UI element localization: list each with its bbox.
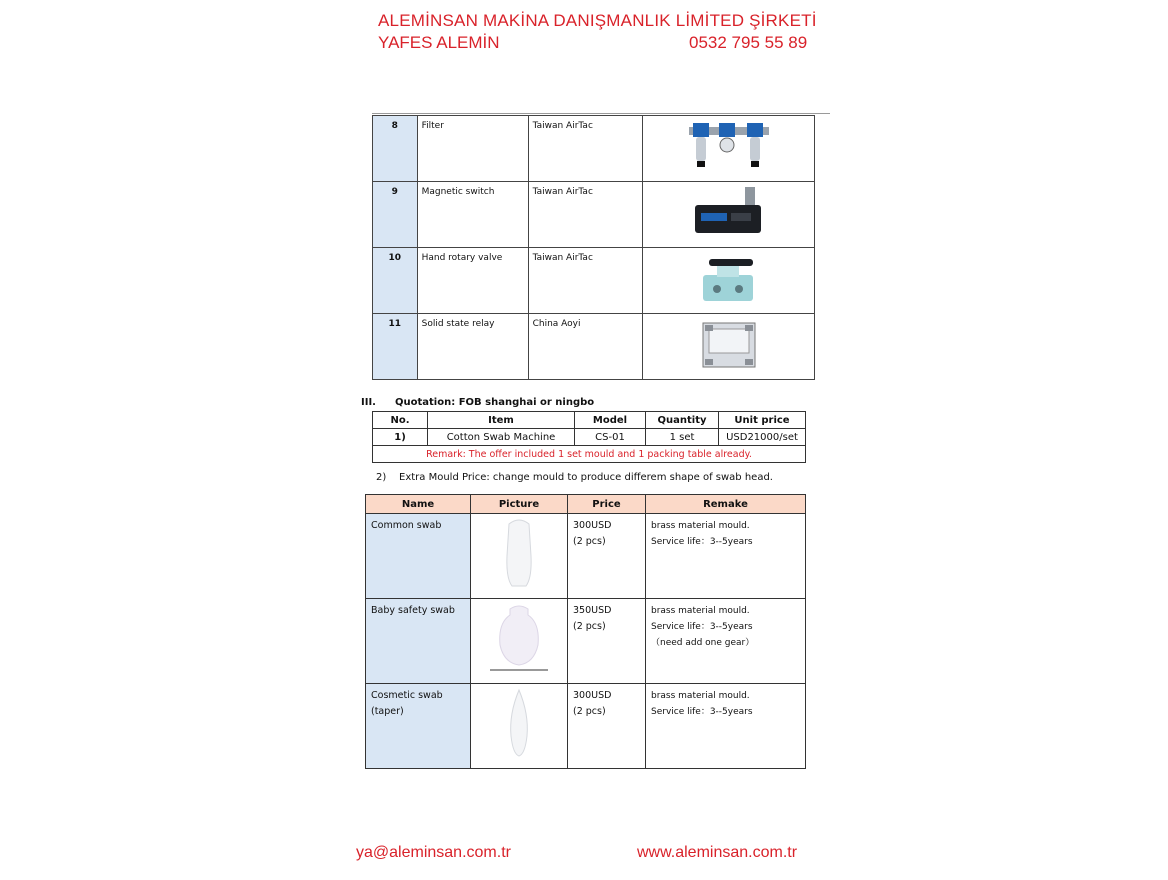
remark-service-life: Service life：3--5years — [651, 537, 753, 547]
part-name: Magnetic switch — [417, 182, 528, 248]
footer-website[interactable]: www.aleminsan.com.tr — [637, 844, 798, 861]
quote-unit-price: USD21000/set — [719, 429, 806, 446]
mould-price — [568, 599, 646, 684]
quote-item: Cotton Swab Machine — [428, 429, 575, 446]
air-filter-unit-icon — [687, 119, 771, 175]
part-picture — [643, 248, 815, 314]
mould-price — [568, 684, 646, 769]
table-row — [373, 314, 815, 380]
quote-remark: Remark: The offer included 1 set mould and 1 packing table already. — [373, 446, 806, 463]
part-number: 9 — [373, 182, 418, 248]
part-brand: Taiwan AirTac — [528, 182, 643, 248]
table-row — [373, 182, 815, 248]
col-picture: Picture — [471, 495, 568, 514]
part-number: 10 — [373, 248, 418, 314]
table-row — [373, 248, 815, 314]
part-picture — [643, 314, 815, 380]
mould-remark — [646, 684, 806, 769]
company-name: ALEMİNSAN MAKİNA DANIŞMANLIK LİMİTED ŞİRKETİ — [378, 11, 817, 30]
price-qty: (2 pcs) — [573, 536, 606, 547]
section-title: Quotation: FOB shanghai or ningbo — [395, 397, 595, 408]
mould-picture — [471, 684, 568, 769]
header-divider — [372, 113, 830, 114]
table-row — [373, 429, 806, 446]
part-brand: Taiwan AirTac — [528, 116, 643, 182]
part-name: Filter — [417, 116, 528, 182]
col-no: No. — [373, 412, 428, 429]
col-quantity: Quantity — [646, 412, 719, 429]
table-row — [373, 446, 806, 463]
part-number: 8 — [373, 116, 418, 182]
cosmetic-swab-head-icon — [499, 686, 539, 760]
mould-price-table — [365, 494, 806, 769]
magnetic-switch-icon — [687, 185, 771, 241]
mould-name: Cosmetic swab (taper) — [366, 684, 471, 769]
parts-table — [372, 115, 815, 380]
remark-material: brass material mould. — [651, 606, 750, 616]
remark-material: brass material mould. — [651, 521, 750, 531]
baby-safety-swab-head-icon — [484, 601, 554, 675]
remark-note: （need add one gear） — [651, 638, 755, 648]
section-number: III. — [361, 397, 376, 408]
table-row — [373, 116, 815, 182]
remark-service-life: Service life：3--5years — [651, 707, 753, 717]
common-swab-head-icon — [496, 516, 542, 590]
table-row — [366, 599, 806, 684]
footer-email[interactable]: ya@aleminsan.com.tr — [356, 844, 511, 861]
table-header-row — [366, 495, 806, 514]
col-model: Model — [575, 412, 646, 429]
col-name: Name — [366, 495, 471, 514]
quotation-heading — [361, 397, 594, 408]
col-remake: Remake — [646, 495, 806, 514]
col-unit-price: Unit price — [719, 412, 806, 429]
part-picture — [643, 116, 815, 182]
quote-no: 1) — [373, 429, 428, 446]
quote-model: CS-01 — [575, 429, 646, 446]
part-name: Solid state relay — [417, 314, 528, 380]
subsection-number: 2) — [376, 472, 387, 483]
solid-state-relay-icon — [687, 317, 771, 373]
remark-material: brass material mould. — [651, 691, 750, 701]
price-qty: (2 pcs) — [573, 621, 606, 632]
table-row — [366, 514, 806, 599]
mould-name: Baby safety swab — [366, 599, 471, 684]
mould-picture — [471, 514, 568, 599]
hand-rotary-valve-icon — [687, 251, 771, 307]
extra-mould-heading — [376, 472, 773, 483]
part-picture — [643, 182, 815, 248]
part-brand: Taiwan AirTac — [528, 248, 643, 314]
mould-remark — [646, 514, 806, 599]
mould-name: Common swab — [366, 514, 471, 599]
quote-quantity: 1 set — [646, 429, 719, 446]
col-item: Item — [428, 412, 575, 429]
part-number: 11 — [373, 314, 418, 380]
mould-remark — [646, 599, 806, 684]
quotation-table — [372, 411, 806, 463]
part-brand: China Aoyi — [528, 314, 643, 380]
mould-picture — [471, 599, 568, 684]
remark-service-life: Service life：3--5years — [651, 622, 753, 632]
price-value: 350USD — [573, 605, 612, 616]
table-header-row — [373, 412, 806, 429]
col-price: Price — [568, 495, 646, 514]
mould-price — [568, 514, 646, 599]
part-name: Hand rotary valve — [417, 248, 528, 314]
price-value: 300USD — [573, 690, 612, 701]
table-row — [366, 684, 806, 769]
contact-name: YAFES ALEMİN — [378, 33, 500, 52]
subsection-title: Extra Mould Price: change mould to produce differem shape of swab head. — [399, 472, 773, 483]
price-qty: (2 pcs) — [573, 706, 606, 717]
contact-phone: 0532 795 55 89 — [689, 33, 808, 52]
price-value: 300USD — [573, 520, 612, 531]
